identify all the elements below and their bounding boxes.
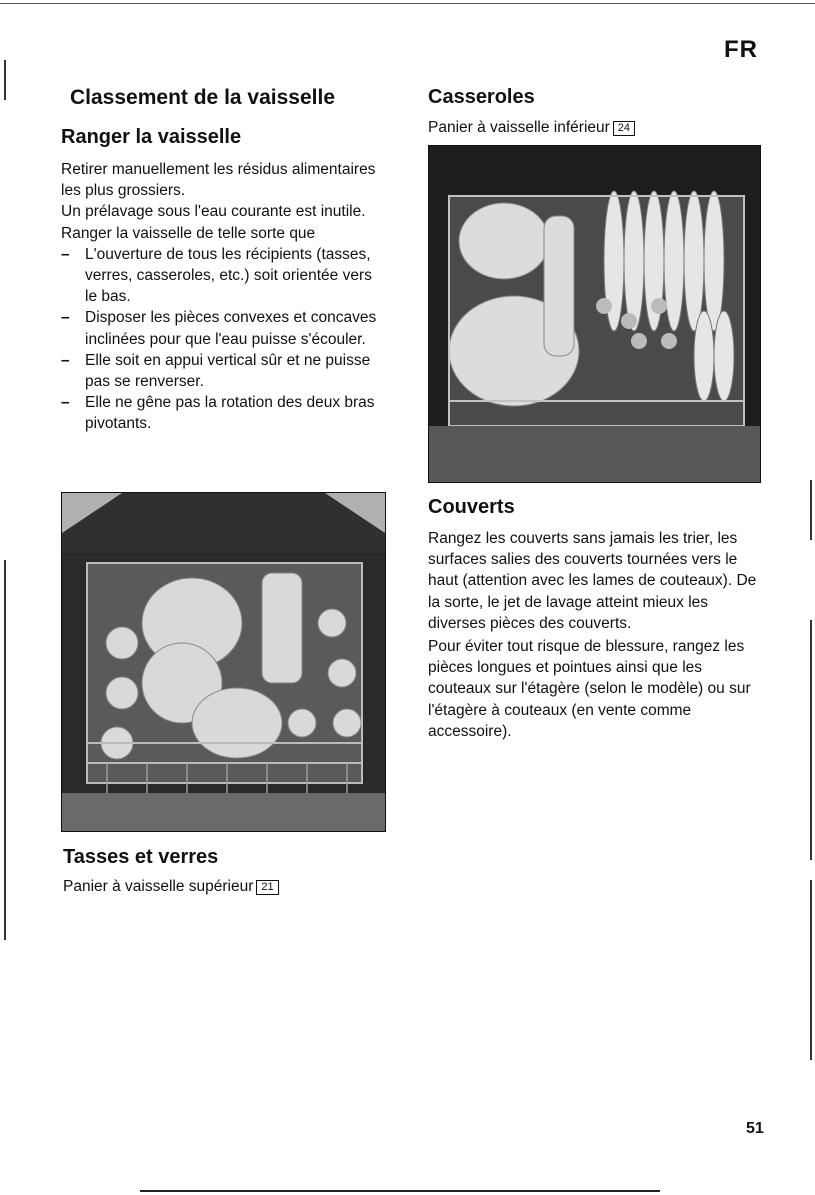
top-rule	[0, 3, 815, 4]
figure-heading-cups: Tasses et verres	[63, 846, 219, 868]
list-item: – Elle soit en appui vertical sûr et ne puisse pas se renverser.	[61, 350, 386, 392]
lower-basket-illustration	[429, 146, 760, 482]
bullet-list	[61, 244, 386, 435]
bottom-rule	[140, 1190, 660, 1192]
figure-ref-box: 21	[256, 880, 278, 895]
couverts-text	[428, 528, 768, 742]
caption-casseroles	[428, 117, 635, 138]
margin-mark	[810, 880, 812, 1060]
paragraph: Rangez les couverts sans jamais les trier, les surfaces salies des couverts tournées vers le haut (attention avec les lames de couteaux). De la sorte, le jet de lavage atteint mieux les diverses pièces des couverts.	[428, 530, 757, 632]
subheading: Ranger la vaisselle	[61, 126, 242, 148]
margin-mark	[4, 60, 6, 100]
caption-text: Panier à vaisselle supérieur	[63, 878, 254, 895]
figure-caption-cups	[63, 876, 279, 897]
paragraph: Un prélavage sous l'eau courante est inutile.	[61, 203, 366, 221]
page-number: 51	[746, 1120, 764, 1137]
section-title: Classement de la vaisselle	[70, 86, 335, 109]
list-item: – L'ouverture de tous les récipients (tasses, verres, casseroles, etc.) soit orientée vers le bas.	[61, 244, 386, 308]
heading-couverts: Couverts	[428, 496, 515, 518]
caption-text: Panier à vaisselle inférieur	[428, 119, 610, 136]
list-item: – Disposer les pièces convexes et concaves inclinées pour que l'eau puisse s'écouler.	[61, 307, 386, 349]
margin-mark	[810, 480, 812, 540]
instructions-text	[61, 159, 386, 435]
paragraph: Retirer manuellement les résidus alimentaires les plus grossiers.	[61, 161, 376, 200]
lower-basket-photo	[428, 145, 761, 483]
upper-basket-illustration	[62, 493, 385, 831]
paragraph: Ranger la vaisselle de telle sorte que	[61, 224, 316, 242]
figure-ref-box: 24	[613, 121, 635, 136]
language-label: FR	[724, 36, 758, 63]
heading-casseroles: Casseroles	[428, 86, 535, 108]
margin-mark	[4, 560, 6, 940]
list-item: – Elle ne gêne pas la rotation des deux bras pivotants.	[61, 392, 386, 434]
paragraph: Pour éviter tout risque de blessure, rangez les pièces longues et pointues ainsi que les couteaux sur l'étagère (selon le modèle) ou sur l'étagère à couteaux (en vente comme accessoire).	[428, 638, 751, 740]
upper-basket-photo	[61, 492, 386, 832]
margin-mark	[810, 620, 812, 860]
